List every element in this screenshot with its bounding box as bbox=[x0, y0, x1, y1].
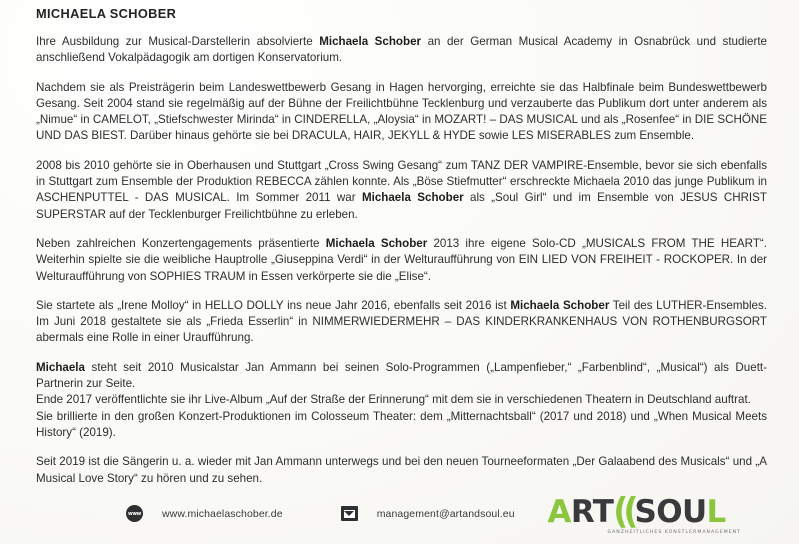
page-title: MICHAELA SCHOBER bbox=[36, 6, 177, 21]
footer-contact-list bbox=[126, 505, 515, 522]
body-text: Teil des LUTHER-Ensembles. Im Juni 2018 gestaltete sie als „Frieda Esserlin“ in NIMMERWIEDERMEHR – DAS KINDERKRANKENHAUS VON ROTHENBURGSORT abermals eine Rolle in einer Uraufführung. bbox=[36, 298, 767, 345]
email-contact[interactable] bbox=[341, 506, 515, 521]
envelope-icon bbox=[341, 506, 358, 521]
paragraph-colosseum bbox=[36, 409, 767, 442]
logo-letters-rt: RT bbox=[570, 494, 614, 531]
document-body bbox=[36, 6, 767, 500]
email-label: management@artandsoul.eu bbox=[376, 507, 515, 520]
emphasis-text: Michaela Schober bbox=[319, 35, 422, 48]
logo-letter-a: A bbox=[547, 494, 571, 531]
logo-paren-icon: (( bbox=[613, 489, 634, 532]
body-text: an der German Musical Academy in Osnabrück und studierte anschließend Vokalpädagogik am dortigen Konservatorium. bbox=[36, 35, 767, 65]
paragraph-concerts-solocd bbox=[36, 236, 767, 285]
paragraph-duett-partnerin bbox=[36, 360, 767, 393]
body-text: Seit 2019 ist die Sängerin u. a. wieder mit Jan Ammann unterwegs und bei den neuen Tourneeformaten „Der Galaabend des Musicals“ und „A Musical Love Story“ zu hören und zu sehen. bbox=[36, 455, 767, 485]
emphasis-text: Michaela Schober bbox=[361, 191, 464, 205]
paragraph-competitions-tecklenburg bbox=[36, 80, 767, 145]
body-text: 2008 bis 2010 gehörte sie in Oberhausen und Stuttgart „Cross Swing Gesang“ zum TANZ DER VAMPIRE-Ensemble, bevor sie sich ebenfalls in Stuttgart zum Ensemble der Produktion REBECCA zählen konnte. Als „Böse Stiefmutter“ erschreckte Michaela 2010 das junge Publikum in ASCHENPUTTEL - DAS MUSICAL. Im Sommer 2011 war bbox=[36, 158, 767, 205]
emphasis-text: Michaela Schober bbox=[510, 298, 610, 312]
www-globe-icon bbox=[126, 505, 143, 522]
document-footer bbox=[0, 484, 799, 544]
art-and-soul-logo bbox=[547, 489, 741, 536]
body-text: Ende 2017 veröffentlichte sie ihr Live-Album „Auf der Straße der Erinnerung“ mit dem sie in verschiedenen Theatern in Deutschland auftrat. bbox=[36, 393, 751, 407]
paragraph-live-album bbox=[36, 392, 767, 408]
body-text: Sie startete als „Irene Molloy“ in HELLO DOLLY ins neue Jahr 2016, ebenfalls seit 2016 ist bbox=[36, 298, 511, 312]
body-text: 2013 ihre eigene Solo-CD „MUSICALS FROM THE HEART“. Weiterhin spielte sie die weibliche Hauptrolle „Giuseppina Verdi“ in der Welturaufführung von EIN LIED VON FREIHEIT - ROCKOPER. In der Welturaufführung von SOPHIES TRAUM in Essen verkörperte sie die „Elise“. bbox=[36, 236, 767, 283]
body-text: als „Soul Girl“ und im Ensemble von JESUS CHRIST SUPERSTAR auf der Tecklenburger Freilichtbühne zu erleben. bbox=[36, 191, 767, 221]
paragraph-2016-2018 bbox=[36, 298, 767, 347]
website-contact[interactable] bbox=[126, 505, 283, 522]
logo-wordmark bbox=[547, 489, 741, 532]
logo-tagline: GANZHEITLICHES KÜNSTLERMANAGEMENT bbox=[607, 530, 741, 536]
website-label: www.michaelaschober.de bbox=[162, 507, 283, 520]
logo-letters-sou: SOU bbox=[634, 494, 707, 531]
body-text: Sie brillierte in den großen Konzert-Produktionen im Colosseum Theater: dem „Mitternachtsball“ (2017 und 2018) und „When Musical Meets History“ (2019). bbox=[36, 409, 767, 439]
body-text: Ihre Ausbildung zur Musical-Darstellerin absolvierte bbox=[36, 35, 320, 48]
body-text: Neben zahlreichen Konzertengagements präsentierte bbox=[36, 236, 326, 250]
paragraph-seit-2019 bbox=[36, 454, 767, 487]
body-text: Nachdem sie als Preisträgerin beim Landeswettbewerb Gesang in Hagen hervorging, erreichte sie das Halbfinale beim Bundeswettbewerb Gesang. Seit 2004 stand sie regelmäßig auf der Bühne der Freilichtbühne Tecklenburg und verzauberte das Publikum dort unter anderem als „Nimue“ in CAMELOT, „Stiefschwester Mirinda“ in CINDERELLA, „Aloysia“ in MOZART! – DAS MUSICAL und als „Rosenfee“ in DIE SCHÖNE UND DAS BIEST. Darüber hinaus gehörte sie bei DRACULA, HAIR, JEKYLL & HYDE sowie LES MISERABLES zum Ensemble. bbox=[36, 80, 767, 143]
paragraph-2008-2011 bbox=[36, 158, 767, 223]
emphasis-text: Michaela Schober bbox=[325, 236, 428, 250]
body-text: steht seit 2010 Musicalstar Jan Ammann bei seinen Solo-Programmen („Lampenfieber,“ „Farbenblind“, „Musical“) als Duett-Partnerin zur Seite. bbox=[36, 360, 767, 391]
logo-letter-l: L bbox=[706, 494, 726, 531]
emphasis-text: Michaela bbox=[36, 360, 85, 374]
paragraph-intro bbox=[36, 34, 767, 67]
